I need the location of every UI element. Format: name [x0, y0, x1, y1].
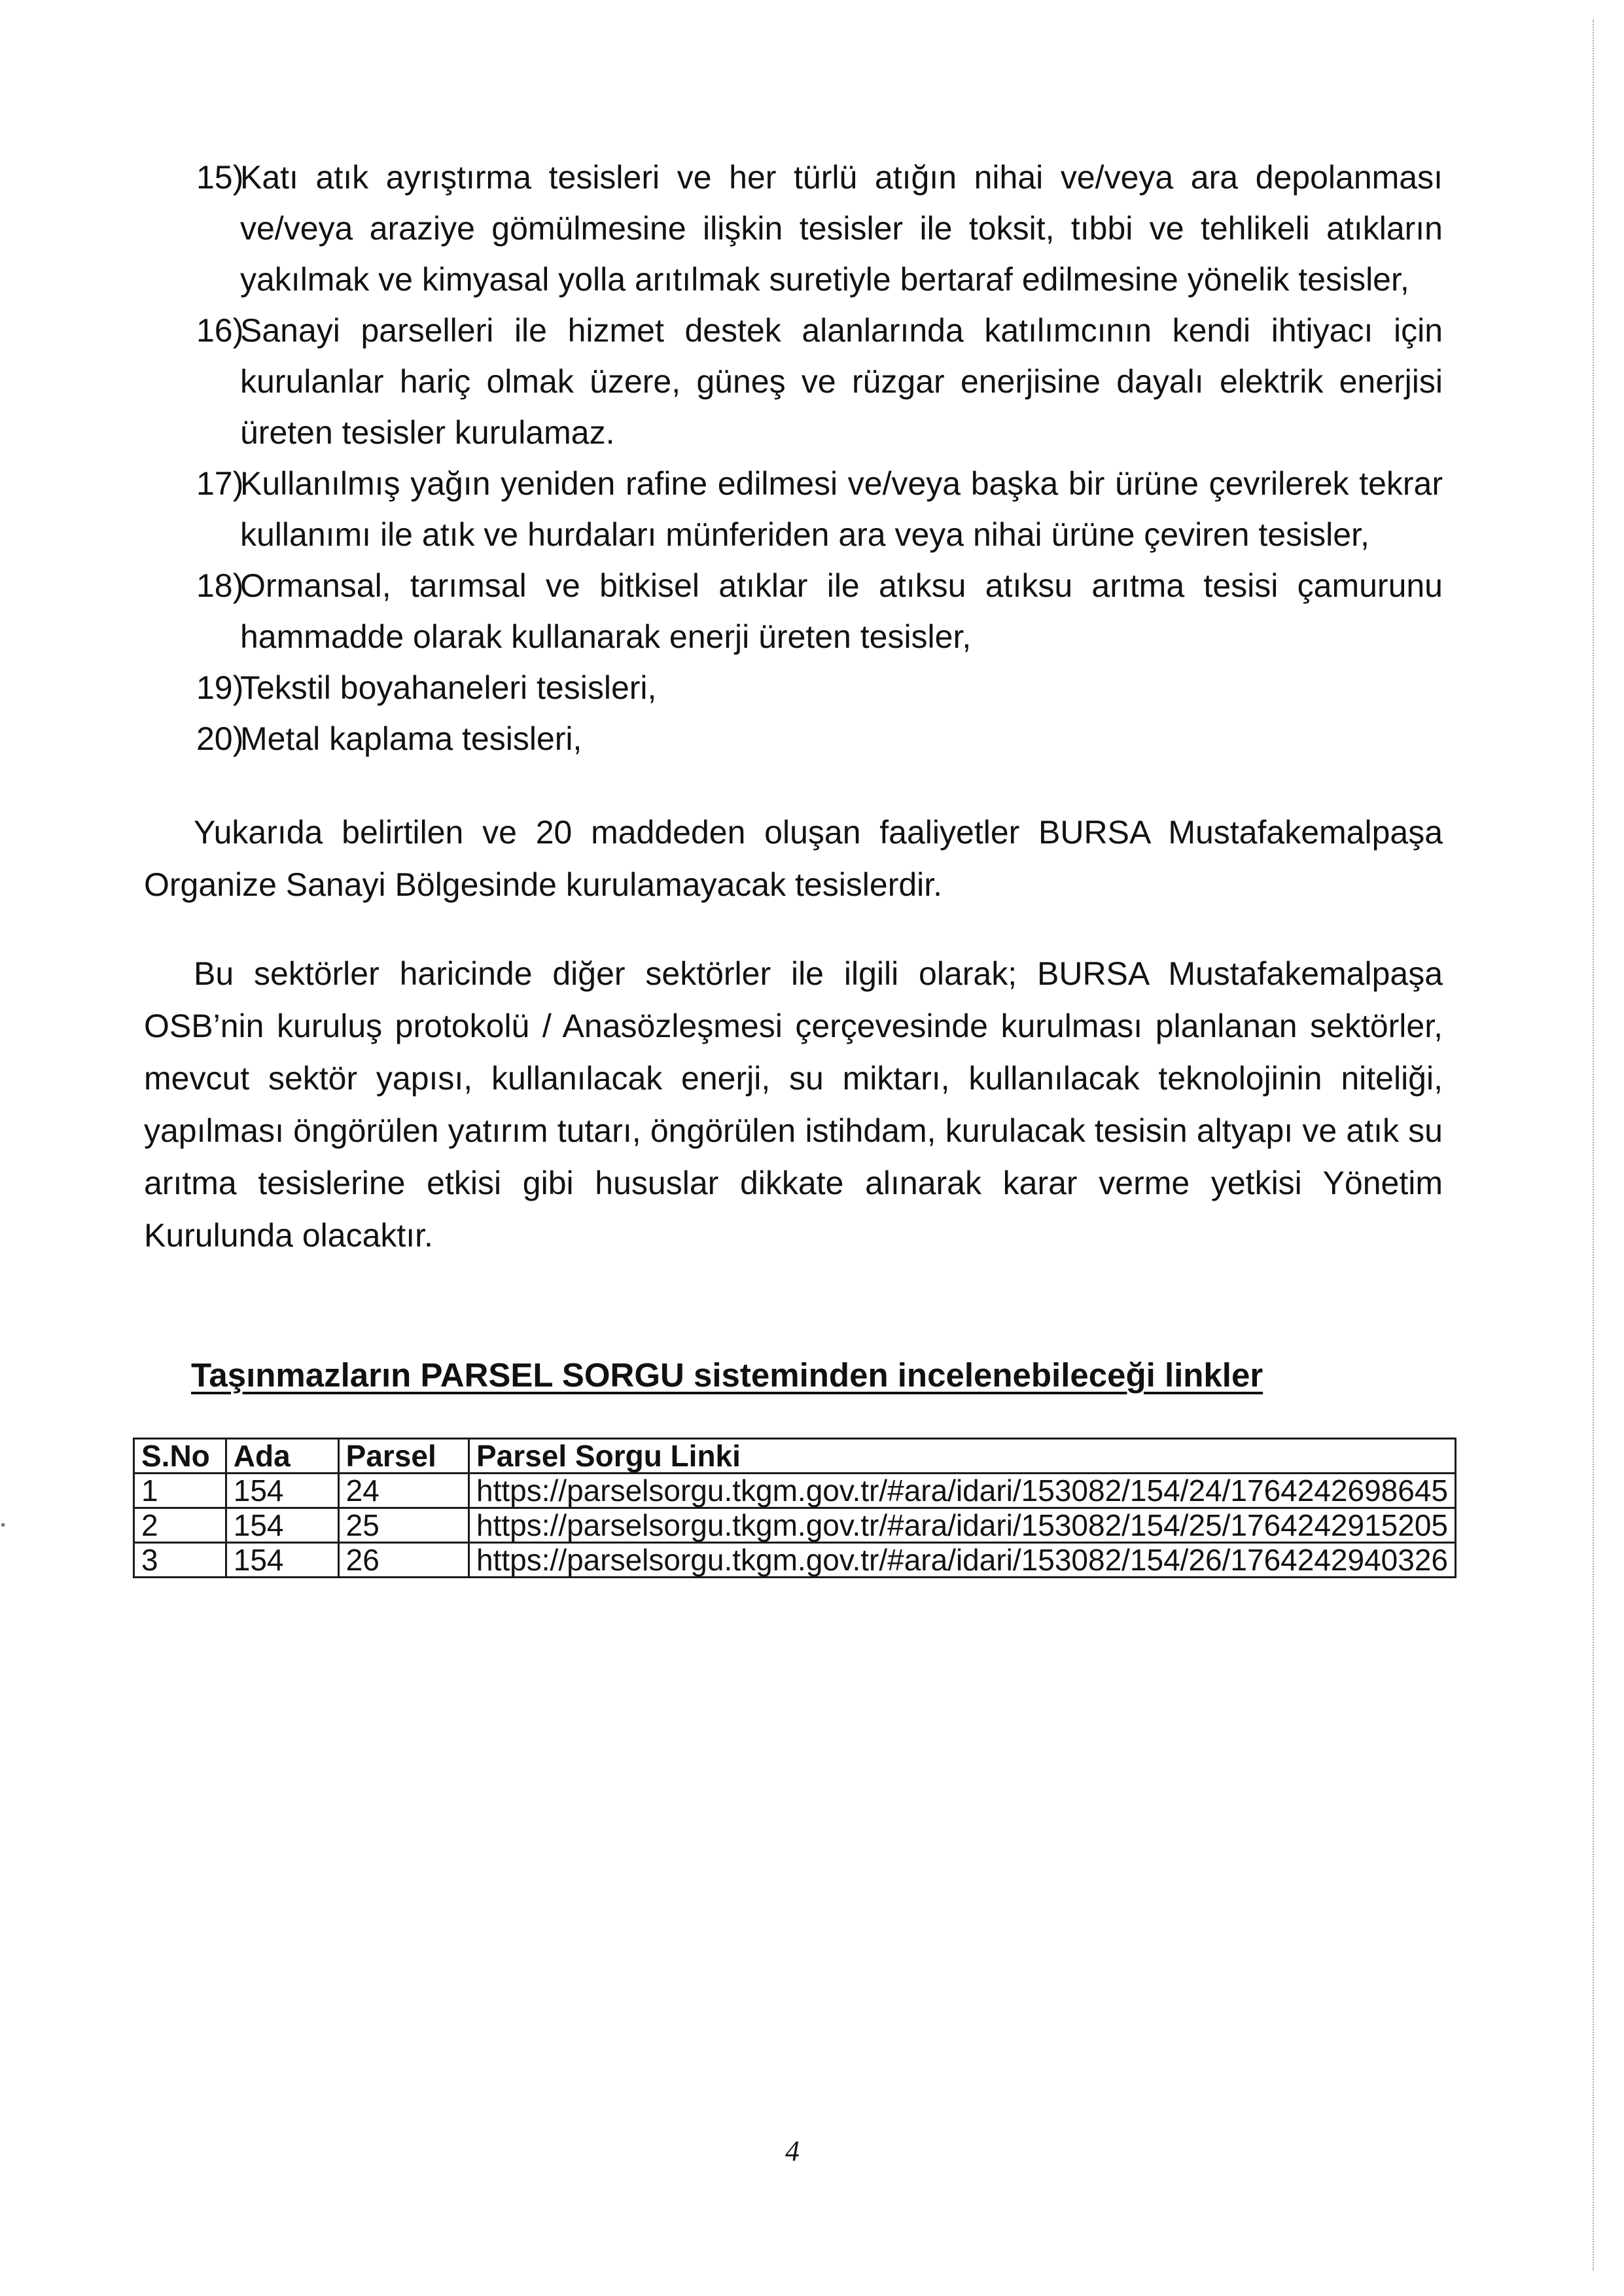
list-item-number: 20)	[196, 720, 244, 757]
list-item-18	[196, 560, 1443, 662]
board-authority-paragraph: Bu sektörler haricinde diğer sektörler ile ilgili olarak; BURSA Mustafakemalpaşa OSB’nin kuruluş protokolü / Anasözleşmesi çerçevesinde kurulması planlanan sektörler, mevcut sektör yapısı, kullanılacak enerji, su miktarı, kullanılacak teknolojinin niteliği, yapılması öngörülen yatırım tutarı, öngörülen istihdam, kurulacak tesisin altyapı ve atık su arıtma tesislerine etkisi gibi hususlar dikkate alınarak karar verme yetkisi Yönetim Kurulunda olacaktır.	[144, 955, 1443, 1254]
cell-parsel: 25	[338, 1508, 468, 1543]
cell-sno: 1	[134, 1474, 226, 1508]
column-header-ada: Ada	[226, 1439, 338, 1474]
table-row	[134, 1543, 1456, 1578]
table-row	[134, 1474, 1456, 1508]
list-item-number: 17)	[196, 465, 244, 502]
list-item-number: 18)	[196, 567, 244, 604]
list-item-number: 19)	[196, 669, 244, 706]
cell-ada: 154	[226, 1543, 338, 1578]
list-item-19	[196, 662, 1443, 713]
list-item-text: Kullanılmış yağın yeniden rafine edilmesi ve/veya başka bir ürüne çevrilerek tekrar kullanımı ile atık ve hurdaları münferiden ara veya nihai ürüne çeviren tesisler,	[240, 465, 1443, 553]
prohibited-facilities-list	[196, 152, 1443, 764]
cell-ada: 154	[226, 1508, 338, 1543]
list-item-text: Tekstil boyahaneleri tesisleri,	[240, 669, 657, 706]
cell-link[interactable]: https://parselsorgu.tkgm.gov.tr/#ara/idari/153082/154/26/1764242940326	[469, 1543, 1456, 1578]
page-number: 4	[785, 2135, 800, 2167]
list-item-text: Sanayi parselleri ile hizmet destek alanlarında katılımcının kendi ihtiyacı için kurulanlar hariç olmak üzere, güneş ve rüzgar enerjisine dayalı elektrik enerjisi üreten tesisler kurulamaz.	[240, 312, 1443, 451]
column-header-link: Parsel Sorgu Linki	[469, 1439, 1456, 1474]
column-header-parsel: Parsel	[338, 1439, 468, 1474]
cell-link[interactable]: https://parselsorgu.tkgm.gov.tr/#ara/idari/153082/154/25/1764242915205	[469, 1508, 1456, 1543]
scan-edge-artifact	[1593, 20, 1594, 2270]
list-item-16	[196, 305, 1443, 458]
list-item-number: 16)	[196, 312, 244, 349]
scan-speck-artifact	[1, 1523, 5, 1527]
cell-ada: 154	[226, 1474, 338, 1508]
cell-sno: 2	[134, 1508, 226, 1543]
list-item-20	[196, 713, 1443, 764]
cell-parsel: 26	[338, 1543, 468, 1578]
list-item-text: Ormansal, tarımsal ve bitkisel atıklar ile atıksu atıksu arıtma tesisi çamurunu hammadde olarak kullanarak enerji üreten tesisler,	[240, 567, 1443, 655]
column-header-sno: S.No	[134, 1439, 226, 1474]
summary-paragraph: Yukarıda belirtilen ve 20 maddeden oluşan faaliyetler BURSA Mustafakemalpaşa Organize Sanayi Bölgesinde kurulamayacak tesislerdir.	[144, 814, 1443, 903]
list-item-15	[196, 152, 1443, 305]
table-row	[134, 1508, 1456, 1543]
cell-parsel: 24	[338, 1474, 468, 1508]
parcel-links-table	[133, 1438, 1456, 1578]
list-item-number: 15)	[196, 159, 244, 196]
list-item-text: Metal kaplama tesisleri,	[240, 720, 582, 757]
table-header-row	[134, 1439, 1456, 1474]
cell-link[interactable]: https://parselsorgu.tkgm.gov.tr/#ara/idari/153082/154/24/1764242698645	[469, 1474, 1456, 1508]
table-heading: Taşınmazların PARSEL SORGU sisteminden incelenebileceği linkler	[191, 1356, 1263, 1394]
list-item-17	[196, 458, 1443, 560]
cell-sno: 3	[134, 1543, 226, 1578]
list-item-text: Katı atık ayrıştırma tesisleri ve her türlü atığın nihai ve/veya ara depolanması ve/veya araziye gömülmesine ilişkin tesisler ile toksit, tıbbi ve tehlikeli atıkların yakılmak ve kimyasal yolla arıtılmak suretiyle bertaraf edilmesine yönelik tesisler,	[240, 159, 1443, 298]
